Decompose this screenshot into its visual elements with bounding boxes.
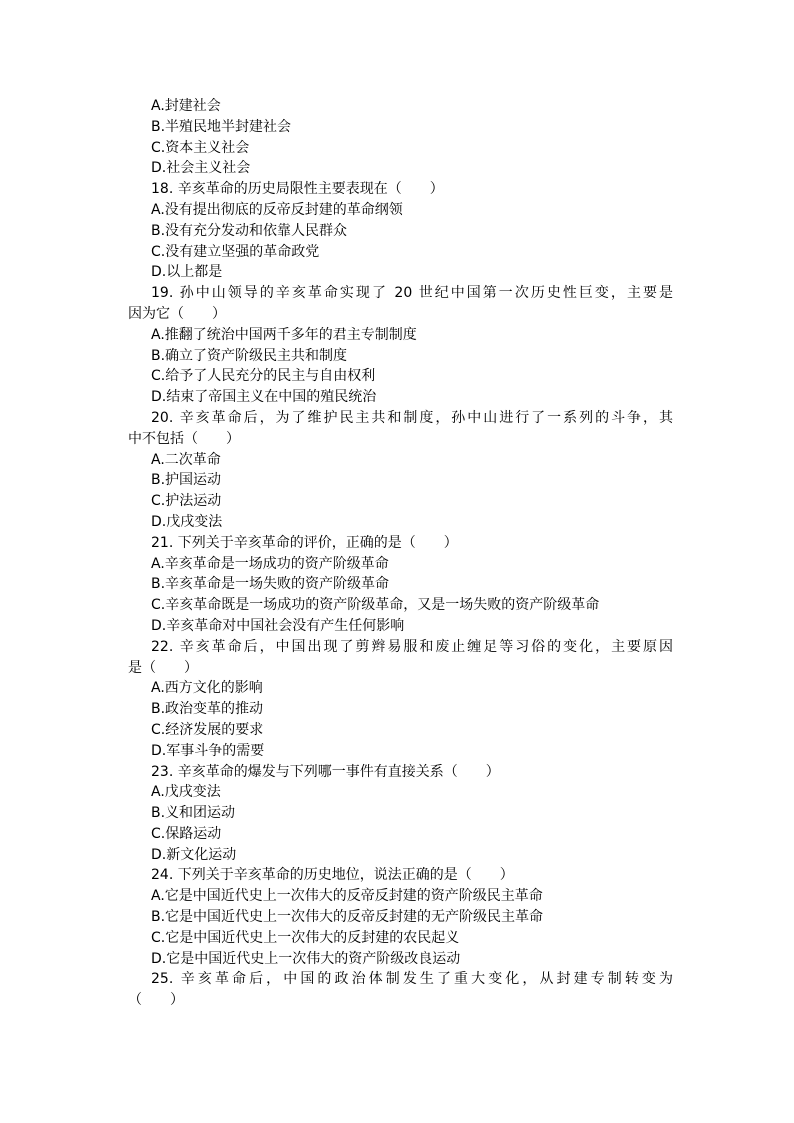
question-text: 因为它（ ） (128, 305, 226, 322)
question-text: 是（ ） (128, 659, 198, 676)
answer-option: D.结束了帝国主义在中国的殖民统治 (151, 389, 377, 406)
answer-option: A.推翻了统治中国两千多年的君主专制制度 (151, 326, 417, 343)
answer-option: A.封建社会 (151, 98, 221, 114)
question-text: 25. 辛亥革命后，中国的政治体制发生了重大变化，从封建专制转变为 (151, 971, 673, 988)
answer-option: C.辛亥革命既是一场成功的资产阶级革命，又是一场失败的资产阶级革命 (151, 597, 600, 614)
answer-option: B.辛亥革命是一场失败的资产阶级革命 (151, 576, 390, 593)
answer-option: A.戊戌变法 (151, 784, 221, 801)
question-text: 23. 辛亥革命的爆发与下列哪一事件有直接关系（ ） (151, 763, 500, 780)
answer-option: B.义和团运动 (151, 805, 236, 822)
question-text: 20. 辛亥革命后，为了维护民主共和制度，孙中山进行了一系列的斗争，其 (151, 409, 673, 426)
answer-option: D.辛亥革命对中国社会没有产生任何影响 (151, 617, 405, 634)
question-text: 21. 下列关于辛亥革命的评价，正确的是（ ） (151, 534, 458, 551)
answer-option: D.社会主义社会 (151, 160, 251, 177)
question-text: 24. 下列关于辛亥革命的历史地位，说法正确的是（ ） (151, 867, 514, 884)
answer-option: C.护法运动 (151, 493, 222, 510)
answer-option: B.确立了资产阶级民主共和制度 (151, 347, 348, 364)
answer-option: A.没有提出彻底的反帝反封建的革命纲领 (151, 201, 403, 218)
question-text: 22. 辛亥革命后，中国出现了剪辫易服和废止缠足等习俗的变化，主要原因 (151, 638, 673, 655)
answer-option: C.给予了人民充分的民主与自由权利 (151, 368, 376, 385)
answer-option: D.军事斗争的需要 (151, 742, 265, 759)
answer-option: C.它是中国近代史上一次伟大的反封建的农民起义 (151, 929, 460, 946)
answer-option: A.二次革命 (151, 451, 221, 468)
answer-option: D.它是中国近代史上一次伟大的资产阶级改良运动 (151, 950, 461, 967)
question-list (128, 96, 673, 1011)
answer-option: B.护国运动 (151, 472, 222, 489)
answer-option: B.政治变革的推动 (151, 701, 264, 718)
answer-option: B.没有充分发动和依靠人民群众 (151, 222, 348, 239)
answer-option: A.辛亥革命是一场成功的资产阶级革命 (151, 555, 389, 572)
answer-option: D.新文化运动 (151, 846, 237, 863)
answer-option: D.以上都是 (151, 264, 223, 281)
answer-option: C.经济发展的要求 (151, 721, 264, 738)
answer-option: C.保路运动 (151, 825, 222, 842)
answer-option: C.资本主义社会 (151, 139, 250, 156)
question-text: 中不包括（ ） (128, 430, 240, 447)
answer-option: C.没有建立坚强的革命政党 (151, 243, 320, 260)
question-text: （ ） (128, 992, 184, 1009)
answer-option: A.西方文化的影响 (151, 680, 263, 697)
answer-option: D.戊戌变法 (151, 513, 223, 530)
question-text: 18. 辛亥革命的历史局限性主要表现在（ ） (151, 181, 444, 198)
answer-option: B.半殖民地半封建社会 (151, 118, 292, 135)
answer-option: B.它是中国近代史上一次伟大的反帝反封建的无产阶级民主革命 (151, 909, 544, 926)
question-text: 19. 孙中山领导的辛亥革命实现了 20 世纪中国第一次历史性巨变，主要是 (151, 285, 673, 302)
answer-option: A.它是中国近代史上一次伟大的反帝反封建的资产阶级民主革命 (151, 888, 543, 905)
